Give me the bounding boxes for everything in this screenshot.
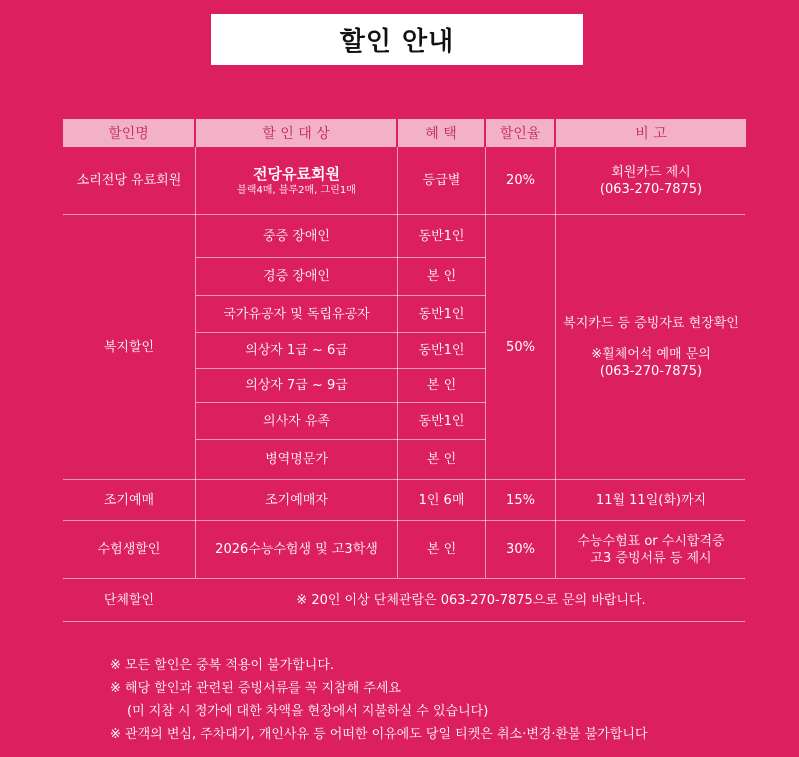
cell-member-benefit: 등급별 [422, 173, 461, 188]
welfare-benefit: 동반1인 [418, 228, 465, 244]
welfare-benefit: 본 인 [426, 269, 457, 284]
welfare-benefit: 본 인 [426, 378, 457, 393]
col-header-note: 비 고 [556, 119, 746, 147]
cell-member-target [196, 147, 397, 214]
col-header-target: 할 인 대 상 [196, 119, 396, 147]
cell-early-name: 조기예매 [103, 492, 155, 508]
welfare-target: 중증 장애인 [263, 228, 330, 244]
member-note-line2: (063-270-7875) [599, 181, 703, 197]
cell-member-note [556, 147, 746, 214]
welfare-target: 의상자 1급 ~ 6급 [245, 343, 348, 358]
cell-welfare-rate: 50% [506, 339, 535, 355]
notes [110, 654, 648, 746]
cell-student-target: 2026수능수험생 및 고3학생 [215, 542, 378, 557]
student-note-line2: 고3 증빙서류 등 제시 [590, 550, 712, 566]
welfare-benefit: 동반1인 [418, 343, 465, 358]
welfare-target: 경증 장애인 [263, 269, 330, 284]
cell-early-note: 11월 11일(화)까지 [595, 492, 707, 508]
cell-early-target: 조기예매자 [265, 492, 328, 508]
welfare-note-line1: 복지카드 등 증빙자료 현장확인 [563, 315, 739, 331]
welfare-target: 의상자 7급 ~ 9급 [245, 378, 348, 393]
cell-group-text: ※ 20인 이상 단체관람은 063-270-7875으로 문의 바랍니다. [296, 592, 646, 608]
welfare-target: 병역명문가 [265, 452, 328, 467]
welfare-benefit: 동반1인 [418, 306, 465, 322]
cell-welfare-note [556, 215, 746, 479]
cell-group-name: 단체할인 [103, 592, 155, 608]
note-item: (미 지참 시 정가에 대한 차액을 현장에서 지불하실 수 있습니다) [127, 704, 489, 719]
member-note-line1: 회원카드 제시 [611, 164, 691, 180]
page-title: 할인 안내 [339, 27, 455, 57]
welfare-note-line3: (063-270-7875) [599, 363, 703, 379]
cell-member-rate: 20% [506, 173, 535, 188]
cell-early-benefit: 1인 6매 [418, 492, 465, 508]
welfare-target: 국가유공자 및 독립유공자 [223, 306, 370, 322]
cell-student-rate: 30% [506, 542, 535, 557]
welfare-target: 의사자 유족 [263, 413, 330, 429]
cell-early-rate: 15% [506, 492, 535, 508]
member-target-main: 전당유료회원 [253, 164, 340, 183]
welfare-benefit: 동반1인 [418, 413, 465, 429]
col-header-name: 할인명 [63, 119, 194, 147]
member-target-sub: 블랙4매, 블루2매, 그린1매 [237, 184, 356, 196]
col-header-rate: 할인율 [486, 119, 554, 147]
cell-welfare-name: 복지할인 [103, 339, 155, 355]
cell-student-benefit: 본 인 [426, 542, 457, 557]
note-item: ※ 해당 할인과 관련된 증빙서류를 꼭 지참해 주세요 [110, 681, 401, 696]
cell-member-name: 소리전당 유료회원 [76, 173, 182, 188]
cell-student-note [556, 521, 746, 578]
welfare-note-line2: ※휠체어석 예매 문의 [591, 346, 711, 362]
row-divider [63, 621, 745, 622]
note-item: ※ 모든 할인은 중복 적용이 불가합니다. [110, 658, 335, 673]
student-note-line1: 수능수험표 or 수시합격증 [577, 533, 725, 549]
welfare-benefit: 본 인 [426, 452, 457, 467]
note-item: ※ 관객의 변심, 주차대기, 개인사유 등 어떠한 이유에도 당일 티켓은 취소·변경·환불 불가합니다 [110, 727, 648, 742]
cell-student-name: 수험생할인 [97, 542, 161, 557]
title-box [211, 14, 583, 65]
col-header-benefit: 혜 택 [398, 119, 484, 147]
